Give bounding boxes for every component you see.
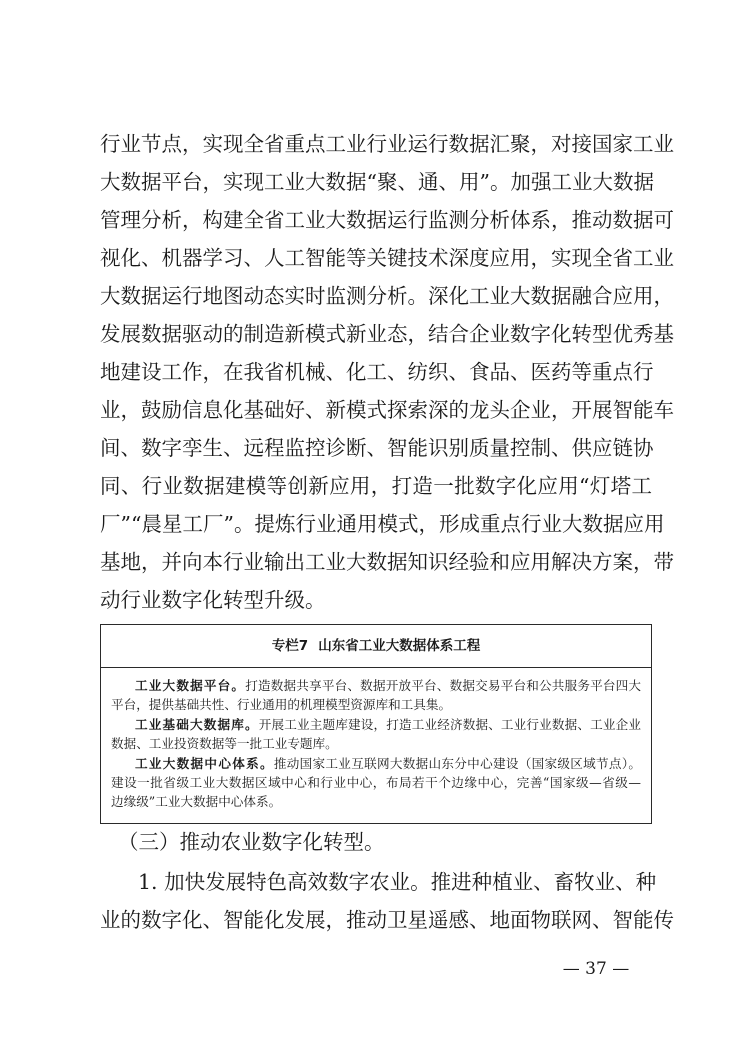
box-item-line xyxy=(135,755,641,773)
box-header xyxy=(101,625,651,668)
text-line: 视化、机器学习、人工智能等关键技术深度应用，实现全省工业 xyxy=(100,246,674,270)
text-line: 基地，并向本行业输出工业大数据知识经验和应用解决方案，带 xyxy=(100,550,674,574)
text-line: 1. 加快发展特色高效数字农业。推进种植业、畜牧业、种 xyxy=(138,870,657,894)
text-line: 业，鼓励信息化基础好、新模式探索深的龙头企业，开展智能车 xyxy=(100,398,674,422)
text-line: 发展数据驱动的制造新模式新业态，结合企业数字化转型优秀基 xyxy=(100,322,674,346)
text-line: 大数据平台，实现工业大数据“聚、通、用”。加强工业大数据 xyxy=(100,170,654,194)
text-line: 行业节点，实现全省重点工业行业运行数据汇聚，对接国家工业 xyxy=(100,132,674,156)
box-item-text: 开展工业主题库建设，打造工业经济数据、工业行业数据、工业企业 xyxy=(258,717,642,732)
box-item-text: 打造数据共享平台、数据开放平台、数据交易平台和公共服务平台四大 xyxy=(245,678,642,693)
box-item-text: 推动国家工业互联网大数据山东分中心建设（国家级区域节点）。 xyxy=(273,756,642,771)
box-number: 专栏7 xyxy=(271,638,309,654)
special-column-box xyxy=(100,624,652,824)
box-item-line: 数据、工业投资数据等一批工业专题库。 xyxy=(111,736,338,751)
box-item-line xyxy=(135,677,641,695)
box-item-line: 平台，提供基础共性、行业通用的机理模型资源库和工具集。 xyxy=(111,697,452,712)
box-title: 山东省工业大数据体系工程 xyxy=(318,638,481,654)
box-item-line xyxy=(135,716,641,734)
box-item-term: 工业大数据平台。 xyxy=(135,678,246,693)
text-line: 大数据运行地图动态实时监测分析。深化工业大数据融合应用， xyxy=(100,284,674,308)
box-item-line: 边缘级”工业大数据中心体系。 xyxy=(111,794,282,809)
text-line: 间、数字孪生、远程监控诊断、智能识别质量控制、供应链协 xyxy=(100,436,654,460)
text-line: 业的数字化、智能化发展，推动卫星遥感、地面物联网、智能传 xyxy=(100,908,674,932)
text-line: 地建设工作，在我省机械、化工、纺织、食品、医药等重点行 xyxy=(100,360,654,384)
text-line: 厂”“晨星工厂”。提炼行业通用模式，形成重点行业大数据应用 xyxy=(100,512,665,536)
text-line: 动行业数字化转型升级。 xyxy=(100,588,326,612)
page-number: — 37 — xyxy=(562,959,630,979)
section-heading: （三）推动农业数字化转型。 xyxy=(118,830,385,854)
text-line: 同、行业数据建模等创新应用，打造一批数字化应用“灯塔工 xyxy=(100,474,652,498)
box-item-term: 工业基础大数据库。 xyxy=(135,717,259,732)
box-item-line: 建设一批省级工业大数据区域中心和行业中心，布局若干个边缘中心，完善“国家级—省级— xyxy=(111,775,641,790)
box-item-term: 工业大数据中心体系。 xyxy=(135,756,274,771)
text-line: 管理分析，构建全省工业大数据运行监测分析体系，推动数据可 xyxy=(100,208,674,232)
